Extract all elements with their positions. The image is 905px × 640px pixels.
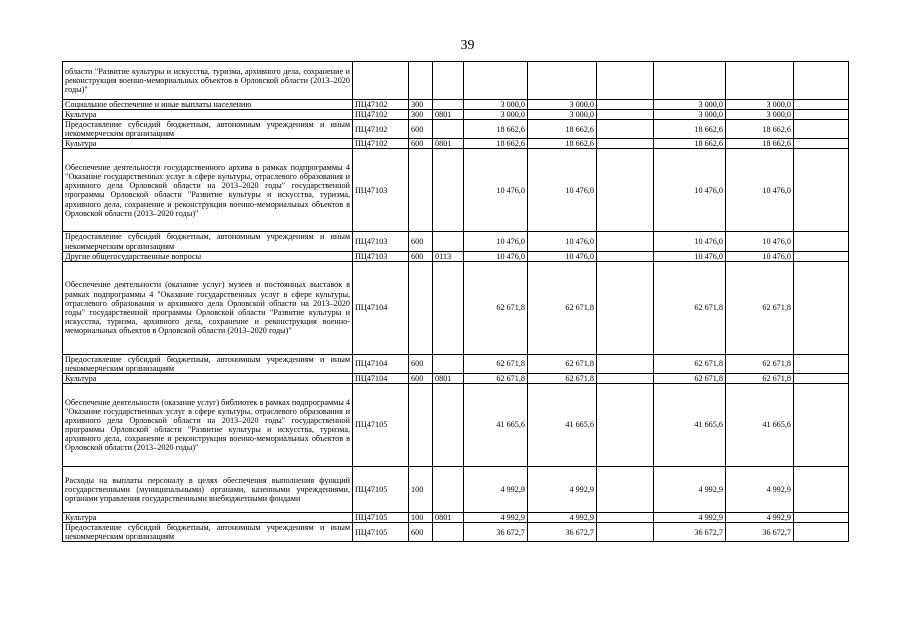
- amount-cell-2: 18 662,6: [528, 120, 597, 139]
- expense-type-cell: 600: [409, 120, 433, 139]
- amount-cell-4: 4 992,9: [654, 513, 726, 523]
- table-row: [63, 149, 849, 232]
- target-code-cell: ПЦ47102: [353, 139, 409, 149]
- row-name-cell: Предоставление субсидий бюджетным, автономным учреждениям и иным некоммерческим организациям: [63, 120, 353, 139]
- section-cell: [433, 354, 464, 373]
- amount-cell-3: [597, 354, 654, 373]
- section-cell: [433, 261, 464, 354]
- amount-cell-2: 4 992,9: [528, 513, 597, 523]
- amount-cell-5: 10 476,0: [726, 149, 794, 232]
- amount-cell-4: [654, 62, 726, 100]
- table-row: [63, 384, 849, 467]
- section-cell: [433, 100, 464, 110]
- amount-cell-6: [794, 62, 849, 100]
- amount-cell-5: 18 662,6: [726, 139, 794, 149]
- amount-cell-4: 4 992,9: [654, 467, 726, 513]
- amount-cell-6: [794, 120, 849, 139]
- table-row: [63, 232, 849, 251]
- section-cell: 0801: [433, 139, 464, 149]
- amount-cell-4: 3 000,0: [654, 100, 726, 110]
- table-row: [63, 373, 849, 383]
- amount-cell-5: 41 665,6: [726, 384, 794, 467]
- row-name-cell: Обеспечение деятельности (оказание услуг) музеев и постоянных выставок в рамках подпрограммы 4 "Оказание государственных услуг в сфере культуры, отраслевого образования и архивного дела Орловской области на 2013–2020 годы" государственной программы Орловской области "Развитие культуры и искусства, туризма, архивного дела, сохранение и реконструкция военно-мемориальных объектов в Орловской области (2013–2020 годы)": [63, 261, 353, 354]
- row-name-cell: Культура: [63, 110, 353, 120]
- amount-cell-1: 3 000,0: [464, 100, 528, 110]
- amount-cell-1: 18 662,6: [464, 139, 528, 149]
- amount-cell-3: [597, 384, 654, 467]
- expense-type-cell: 600: [409, 373, 433, 383]
- amount-cell-2: 62 671,8: [528, 354, 597, 373]
- amount-cell-6: [794, 261, 849, 354]
- section-cell: [433, 149, 464, 232]
- target-code-cell: ПЦ47105: [353, 384, 409, 467]
- amount-cell-1: 62 671,8: [464, 373, 528, 383]
- amount-cell-2: 36 672,7: [528, 523, 597, 542]
- target-code-cell: ПЦ47105: [353, 467, 409, 513]
- target-code-cell: ПЦ47102: [353, 110, 409, 120]
- amount-cell-1: 4 992,9: [464, 467, 528, 513]
- row-name-cell: Культура: [63, 139, 353, 149]
- amount-cell-3: [597, 523, 654, 542]
- row-name-cell: области "Развитие культуры и искусства, туризма, архивного дела, сохранение и реконструкция военно-мемориальных объектов в Орловской области (2013–2020 годы)": [63, 62, 353, 100]
- amount-cell-2: 41 665,6: [528, 384, 597, 467]
- section-cell: [433, 232, 464, 251]
- amount-cell-2: 10 476,0: [528, 149, 597, 232]
- amount-cell-6: [794, 139, 849, 149]
- amount-cell-2: 4 992,9: [528, 467, 597, 513]
- amount-cell-5: 62 671,8: [726, 354, 794, 373]
- expense-type-cell: [409, 261, 433, 354]
- amount-cell-6: [794, 384, 849, 467]
- amount-cell-2: 10 476,0: [528, 232, 597, 251]
- amount-cell-6: [794, 251, 849, 261]
- budget-table: [62, 61, 849, 542]
- amount-cell-3: [597, 110, 654, 120]
- amount-cell-6: [794, 354, 849, 373]
- amount-cell-2: 62 671,8: [528, 261, 597, 354]
- amount-cell-1: [464, 62, 528, 100]
- amount-cell-5: [726, 62, 794, 100]
- expense-type-cell: 600: [409, 232, 433, 251]
- amount-cell-2: 3 000,0: [528, 110, 597, 120]
- amount-cell-6: [794, 232, 849, 251]
- expense-type-cell: 100: [409, 513, 433, 523]
- amount-cell-1: 62 671,8: [464, 354, 528, 373]
- amount-cell-3: [597, 149, 654, 232]
- section-cell: 0801: [433, 373, 464, 383]
- amount-cell-6: [794, 513, 849, 523]
- amount-cell-6: [794, 110, 849, 120]
- amount-cell-6: [794, 467, 849, 513]
- expense-type-cell: 600: [409, 354, 433, 373]
- amount-cell-3: [597, 62, 654, 100]
- amount-cell-1: 4 992,9: [464, 513, 528, 523]
- amount-cell-1: 3 000,0: [464, 110, 528, 120]
- amount-cell-3: [597, 232, 654, 251]
- row-name-cell: Культура: [63, 513, 353, 523]
- section-cell: 0801: [433, 110, 464, 120]
- section-cell: [433, 384, 464, 467]
- amount-cell-3: [597, 100, 654, 110]
- expense-type-cell: 600: [409, 251, 433, 261]
- row-name-cell: Предоставление субсидий бюджетным, автономным учреждениям и иным некоммерческим организациям: [63, 232, 353, 251]
- amount-cell-6: [794, 100, 849, 110]
- amount-cell-1: 62 671,8: [464, 261, 528, 354]
- amount-cell-4: 62 671,8: [654, 354, 726, 373]
- section-cell: 0801: [433, 513, 464, 523]
- amount-cell-3: [597, 467, 654, 513]
- section-cell: [433, 467, 464, 513]
- section-cell: [433, 62, 464, 100]
- section-cell: [433, 523, 464, 542]
- target-code-cell: ПЦ47103: [353, 232, 409, 251]
- table-row: [63, 523, 849, 542]
- amount-cell-4: 18 662,6: [654, 139, 726, 149]
- target-code-cell: ПЦ47102: [353, 100, 409, 110]
- target-code-cell: ПЦ47103: [353, 251, 409, 261]
- target-code-cell: ПЦ47104: [353, 354, 409, 373]
- amount-cell-5: 36 672,7: [726, 523, 794, 542]
- amount-cell-5: 10 476,0: [726, 251, 794, 261]
- amount-cell-1: 10 476,0: [464, 251, 528, 261]
- amount-cell-5: 10 476,0: [726, 232, 794, 251]
- expense-type-cell: 600: [409, 523, 433, 542]
- page-number: 39: [460, 38, 475, 53]
- table-row: [63, 467, 849, 513]
- section-cell: 0113: [433, 251, 464, 261]
- amount-cell-3: [597, 261, 654, 354]
- expense-type-cell: [409, 149, 433, 232]
- amount-cell-3: [597, 251, 654, 261]
- amount-cell-4: 10 476,0: [654, 149, 726, 232]
- amount-cell-4: 10 476,0: [654, 232, 726, 251]
- amount-cell-5: 3 000,0: [726, 100, 794, 110]
- expense-type-cell: [409, 62, 433, 100]
- amount-cell-6: [794, 373, 849, 383]
- amount-cell-5: 18 662,6: [726, 120, 794, 139]
- amount-cell-5: 4 992,9: [726, 467, 794, 513]
- table-row: [63, 62, 849, 100]
- amount-cell-2: 62 671,8: [528, 373, 597, 383]
- amount-cell-1: 18 662,6: [464, 120, 528, 139]
- amount-cell-2: [528, 62, 597, 100]
- amount-cell-4: 18 662,6: [654, 120, 726, 139]
- budget-table-body: [63, 62, 849, 542]
- amount-cell-1: 10 476,0: [464, 232, 528, 251]
- table-row: [63, 139, 849, 149]
- amount-cell-4: 10 476,0: [654, 251, 726, 261]
- amount-cell-5: 3 000,0: [726, 110, 794, 120]
- amount-cell-4: 41 665,6: [654, 384, 726, 467]
- amount-cell-1: 41 665,6: [464, 384, 528, 467]
- amount-cell-4: 62 671,8: [654, 261, 726, 354]
- expense-type-cell: 300: [409, 110, 433, 120]
- row-name-cell: Другие общегосударственные вопросы: [63, 251, 353, 261]
- table-row: [63, 261, 849, 354]
- table-row: [63, 513, 849, 523]
- amount-cell-3: [597, 120, 654, 139]
- target-code-cell: ПЦ47103: [353, 149, 409, 232]
- expense-type-cell: 300: [409, 100, 433, 110]
- expense-type-cell: [409, 384, 433, 467]
- target-code-cell: ПЦ47105: [353, 523, 409, 542]
- table-row: [63, 100, 849, 110]
- amount-cell-6: [794, 149, 849, 232]
- amount-cell-4: 36 672,7: [654, 523, 726, 542]
- row-name-cell: Обеспечение деятельности (оказание услуг) библиотек в рамках подпрограммы 4 "Оказание государственных услуг в сфере культуры, отраслевого образования и архивного дела Орловской области на 2013–2020 годы" государственной программы Орловской области "Развитие культуры и искусства, туризма, архивного дела, сохранение и реконструкция военно-мемориальных объектов в Орловской области (2013–2020 годы)": [63, 384, 353, 467]
- target-code-cell: ПЦ47104: [353, 373, 409, 383]
- row-name-cell: Предоставление субсидий бюджетным, автономным учреждениям и иным некоммерческим организациям: [63, 523, 353, 542]
- target-code-cell: ПЦ47105: [353, 513, 409, 523]
- row-name-cell: Расходы на выплаты персоналу в целях обеспечения выполнения функций государственными (муниципальными) органами, казенными учреждениями, органами управления государственными внебюджетными фондами: [63, 467, 353, 513]
- amount-cell-1: 10 476,0: [464, 149, 528, 232]
- amount-cell-4: 62 671,8: [654, 373, 726, 383]
- target-code-cell: [353, 62, 409, 100]
- amount-cell-2: 10 476,0: [528, 251, 597, 261]
- amount-cell-5: 62 671,8: [726, 261, 794, 354]
- row-name-cell: Культура: [63, 373, 353, 383]
- row-name-cell: Социальное обеспечение и иные выплаты населению: [63, 100, 353, 110]
- section-cell: [433, 120, 464, 139]
- table-row: [63, 110, 849, 120]
- amount-cell-3: [597, 373, 654, 383]
- expense-type-cell: 100: [409, 467, 433, 513]
- amount-cell-1: 36 672,7: [464, 523, 528, 542]
- amount-cell-6: [794, 523, 849, 542]
- table-row: [63, 120, 849, 139]
- row-name-cell: Обеспечение деятельности государственного архива в рамках подпрограммы 4 "Оказание государственных услуг в сфере культуры, отраслевого образования и архивного дела Орловской области на 2013–2020 годы" государственной программы Орловской области "Развитие культуры и искусства, туризма, архивного дела, сохранение и реконструкция военно-мемориальных объектов в Орловской области (2013–2020 годы)": [63, 149, 353, 232]
- amount-cell-4: 3 000,0: [654, 110, 726, 120]
- table-row: [63, 354, 849, 373]
- amount-cell-5: 4 992,9: [726, 513, 794, 523]
- target-code-cell: ПЦ47102: [353, 120, 409, 139]
- expense-type-cell: 600: [409, 139, 433, 149]
- amount-cell-5: 62 671,8: [726, 373, 794, 383]
- amount-cell-2: 18 662,6: [528, 139, 597, 149]
- table-row: [63, 251, 849, 261]
- target-code-cell: ПЦ47104: [353, 261, 409, 354]
- amount-cell-3: [597, 513, 654, 523]
- amount-cell-3: [597, 139, 654, 149]
- row-name-cell: Предоставление субсидий бюджетным, автономным учреждениям и иным некоммерческим организациям: [63, 354, 353, 373]
- amount-cell-2: 3 000,0: [528, 100, 597, 110]
